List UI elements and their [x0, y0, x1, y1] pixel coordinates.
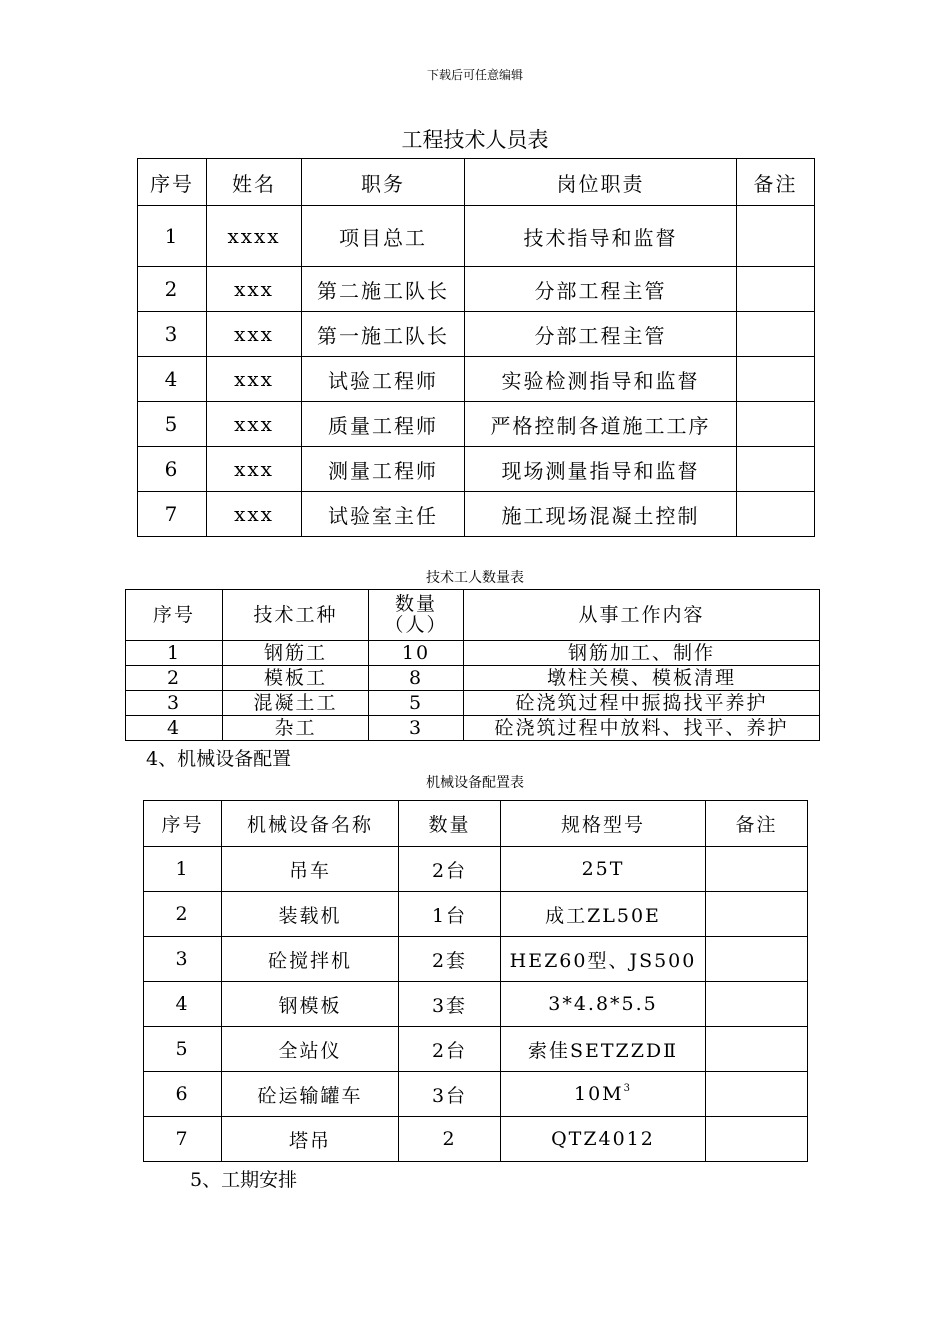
equipment-table [143, 800, 808, 1162]
table-row [144, 847, 808, 892]
table-cell: 墩柱关模、模板清理 [464, 666, 820, 691]
table-row [138, 447, 815, 492]
table-row [138, 312, 815, 357]
table-cell: xxx [207, 447, 302, 492]
table-cell: 实验检测指导和监督 [465, 357, 737, 402]
header-cell: 机械设备名称 [222, 801, 399, 847]
header-cell: 序号 [144, 801, 222, 847]
table-cell [737, 206, 815, 267]
table-cell: 测量工程师 [302, 447, 465, 492]
table-cell: 6 [144, 1072, 222, 1117]
table-row [138, 492, 815, 537]
table-row [144, 982, 808, 1027]
table-cell: 塔吊 [222, 1117, 399, 1162]
table-cell: 砼浇筑过程中放料、找平、养护 [464, 716, 820, 741]
table-cell: 严格控制各道施工工序 [465, 402, 737, 447]
table-cell: 3 [138, 312, 207, 357]
header-cell: 技术工种 [223, 590, 369, 641]
table-row [144, 1117, 808, 1162]
table-row [126, 691, 820, 716]
table-row [138, 206, 815, 267]
table-cell: 1 [144, 847, 222, 892]
table-row [144, 892, 808, 937]
header-cell-quantity [369, 590, 464, 641]
table-cell: 现场测量指导和监督 [465, 447, 737, 492]
table-cell: 索佳SETZZDⅡ [501, 1027, 706, 1072]
table-cell: 4 [138, 357, 207, 402]
table-cell [737, 447, 815, 492]
table-cell: 6 [138, 447, 207, 492]
staff-table-title: 工程技术人员表 [401, 128, 549, 152]
table-row [144, 1027, 808, 1072]
table-cell [706, 1117, 808, 1162]
table-cell: xxx [207, 312, 302, 357]
header-cell: 从事工作内容 [464, 590, 820, 641]
table-cell: 1 [126, 641, 223, 666]
table-cell: 3 [126, 691, 223, 716]
table-cell: 1台 [399, 892, 501, 937]
table-cell: 10 [369, 641, 464, 666]
table-cell: 5 [369, 691, 464, 716]
worker-table [125, 589, 820, 741]
header-cell: 姓名 [207, 159, 302, 206]
table-cell [737, 267, 815, 312]
staff-table [137, 158, 815, 537]
header-cell: 备注 [706, 801, 808, 847]
staff-table-header-row [138, 159, 815, 206]
table-cell: 4 [126, 716, 223, 741]
table-cell: xxxx [207, 206, 302, 267]
table-cell: 3套 [399, 982, 501, 1027]
table-cell: 砼浇筑过程中振捣找平养护 [464, 691, 820, 716]
table-cell [737, 402, 815, 447]
table-row [126, 641, 820, 666]
header-quantity-unit: （人） [384, 614, 448, 636]
table-cell: 2套 [399, 937, 501, 982]
section-heading-schedule: 5、工期安排 [190, 1169, 298, 1191]
table-cell: 7 [138, 492, 207, 537]
table-cell: 2 [144, 892, 222, 937]
table-cell: 3 [144, 937, 222, 982]
table-cell: 分部工程主管 [465, 312, 737, 357]
header-cell: 序号 [138, 159, 207, 206]
table-cell [737, 357, 815, 402]
table-cell: 试验工程师 [302, 357, 465, 402]
table-row [138, 267, 815, 312]
header-cell: 规格型号 [501, 801, 706, 847]
table-cell [706, 892, 808, 937]
table-cell: 3 [369, 716, 464, 741]
table-cell-spec [501, 1072, 706, 1117]
table-cell: 成工ZL50E [501, 892, 706, 937]
table-cell: 2 [399, 1117, 501, 1162]
table-cell: 2 [138, 267, 207, 312]
table-cell: xxx [207, 267, 302, 312]
worker-table-title: 技术工人数量表 [426, 570, 524, 586]
table-cell: 混凝土工 [223, 691, 369, 716]
header-cell: 职务 [302, 159, 465, 206]
table-cell: 2 [126, 666, 223, 691]
table-cell: QTZ4012 [501, 1117, 706, 1162]
table-cell: 钢筋加工、制作 [464, 641, 820, 666]
table-cell: xxx [207, 492, 302, 537]
table-cell: 第二施工队长 [302, 267, 465, 312]
header-quantity-line: 数量 [394, 593, 437, 615]
table-cell: 25T [501, 847, 706, 892]
table-cell [706, 982, 808, 1027]
table-cell: 4 [144, 982, 222, 1027]
table-cell: 杂工 [223, 716, 369, 741]
table-row [138, 402, 815, 447]
table-cell: 3*4.8*5.5 [501, 982, 706, 1027]
table-cell: xxx [207, 357, 302, 402]
spec-superscript: 3 [623, 1083, 632, 1094]
table-cell: 模板工 [223, 666, 369, 691]
table-cell: 8 [369, 666, 464, 691]
table-cell: 分部工程主管 [465, 267, 737, 312]
table-cell: 质量工程师 [302, 402, 465, 447]
table-cell: 5 [138, 402, 207, 447]
equipment-table-header-row [144, 801, 808, 847]
table-cell [737, 492, 815, 537]
table-cell: 5 [144, 1027, 222, 1072]
table-cell: 7 [144, 1117, 222, 1162]
section-heading-equipment: 4、机械设备配置 [146, 748, 292, 770]
table-cell: 装载机 [222, 892, 399, 937]
table-cell: 砼运输罐车 [222, 1072, 399, 1117]
table-cell [706, 1072, 808, 1117]
table-cell: 砼搅拌机 [222, 937, 399, 982]
header-cell: 数量 [399, 801, 501, 847]
header-note: 下载后可任意编辑 [426, 68, 523, 82]
table-cell: 吊车 [222, 847, 399, 892]
header-cell: 岗位职责 [465, 159, 737, 206]
table-cell: 试验室主任 [302, 492, 465, 537]
table-cell [706, 937, 808, 982]
table-row [138, 357, 815, 402]
spec-value: 10M [573, 1083, 624, 1105]
table-cell [737, 312, 815, 357]
table-row [144, 937, 808, 982]
table-cell: 钢模板 [222, 982, 399, 1027]
worker-table-header-row [126, 590, 820, 641]
table-cell: 技术指导和监督 [465, 206, 737, 267]
table-cell: 3台 [399, 1072, 501, 1117]
table-cell [706, 1027, 808, 1072]
table-cell: 1 [138, 206, 207, 267]
table-cell: 全站仪 [222, 1027, 399, 1072]
header-cell: 备注 [737, 159, 815, 206]
table-row [126, 716, 820, 741]
table-cell: 2台 [399, 847, 501, 892]
header-cell: 序号 [126, 590, 223, 641]
table-row [144, 1072, 808, 1117]
equipment-table-title: 机械设备配置表 [426, 775, 524, 791]
table-cell: 项目总工 [302, 206, 465, 267]
table-cell: 钢筋工 [223, 641, 369, 666]
table-cell: xxx [207, 402, 302, 447]
table-cell: 第一施工队长 [302, 312, 465, 357]
table-cell: HEZ60型、JS500 [501, 937, 706, 982]
table-cell: 2台 [399, 1027, 501, 1072]
table-cell [706, 847, 808, 892]
table-row [126, 666, 820, 691]
table-cell: 施工现场混凝土控制 [465, 492, 737, 537]
